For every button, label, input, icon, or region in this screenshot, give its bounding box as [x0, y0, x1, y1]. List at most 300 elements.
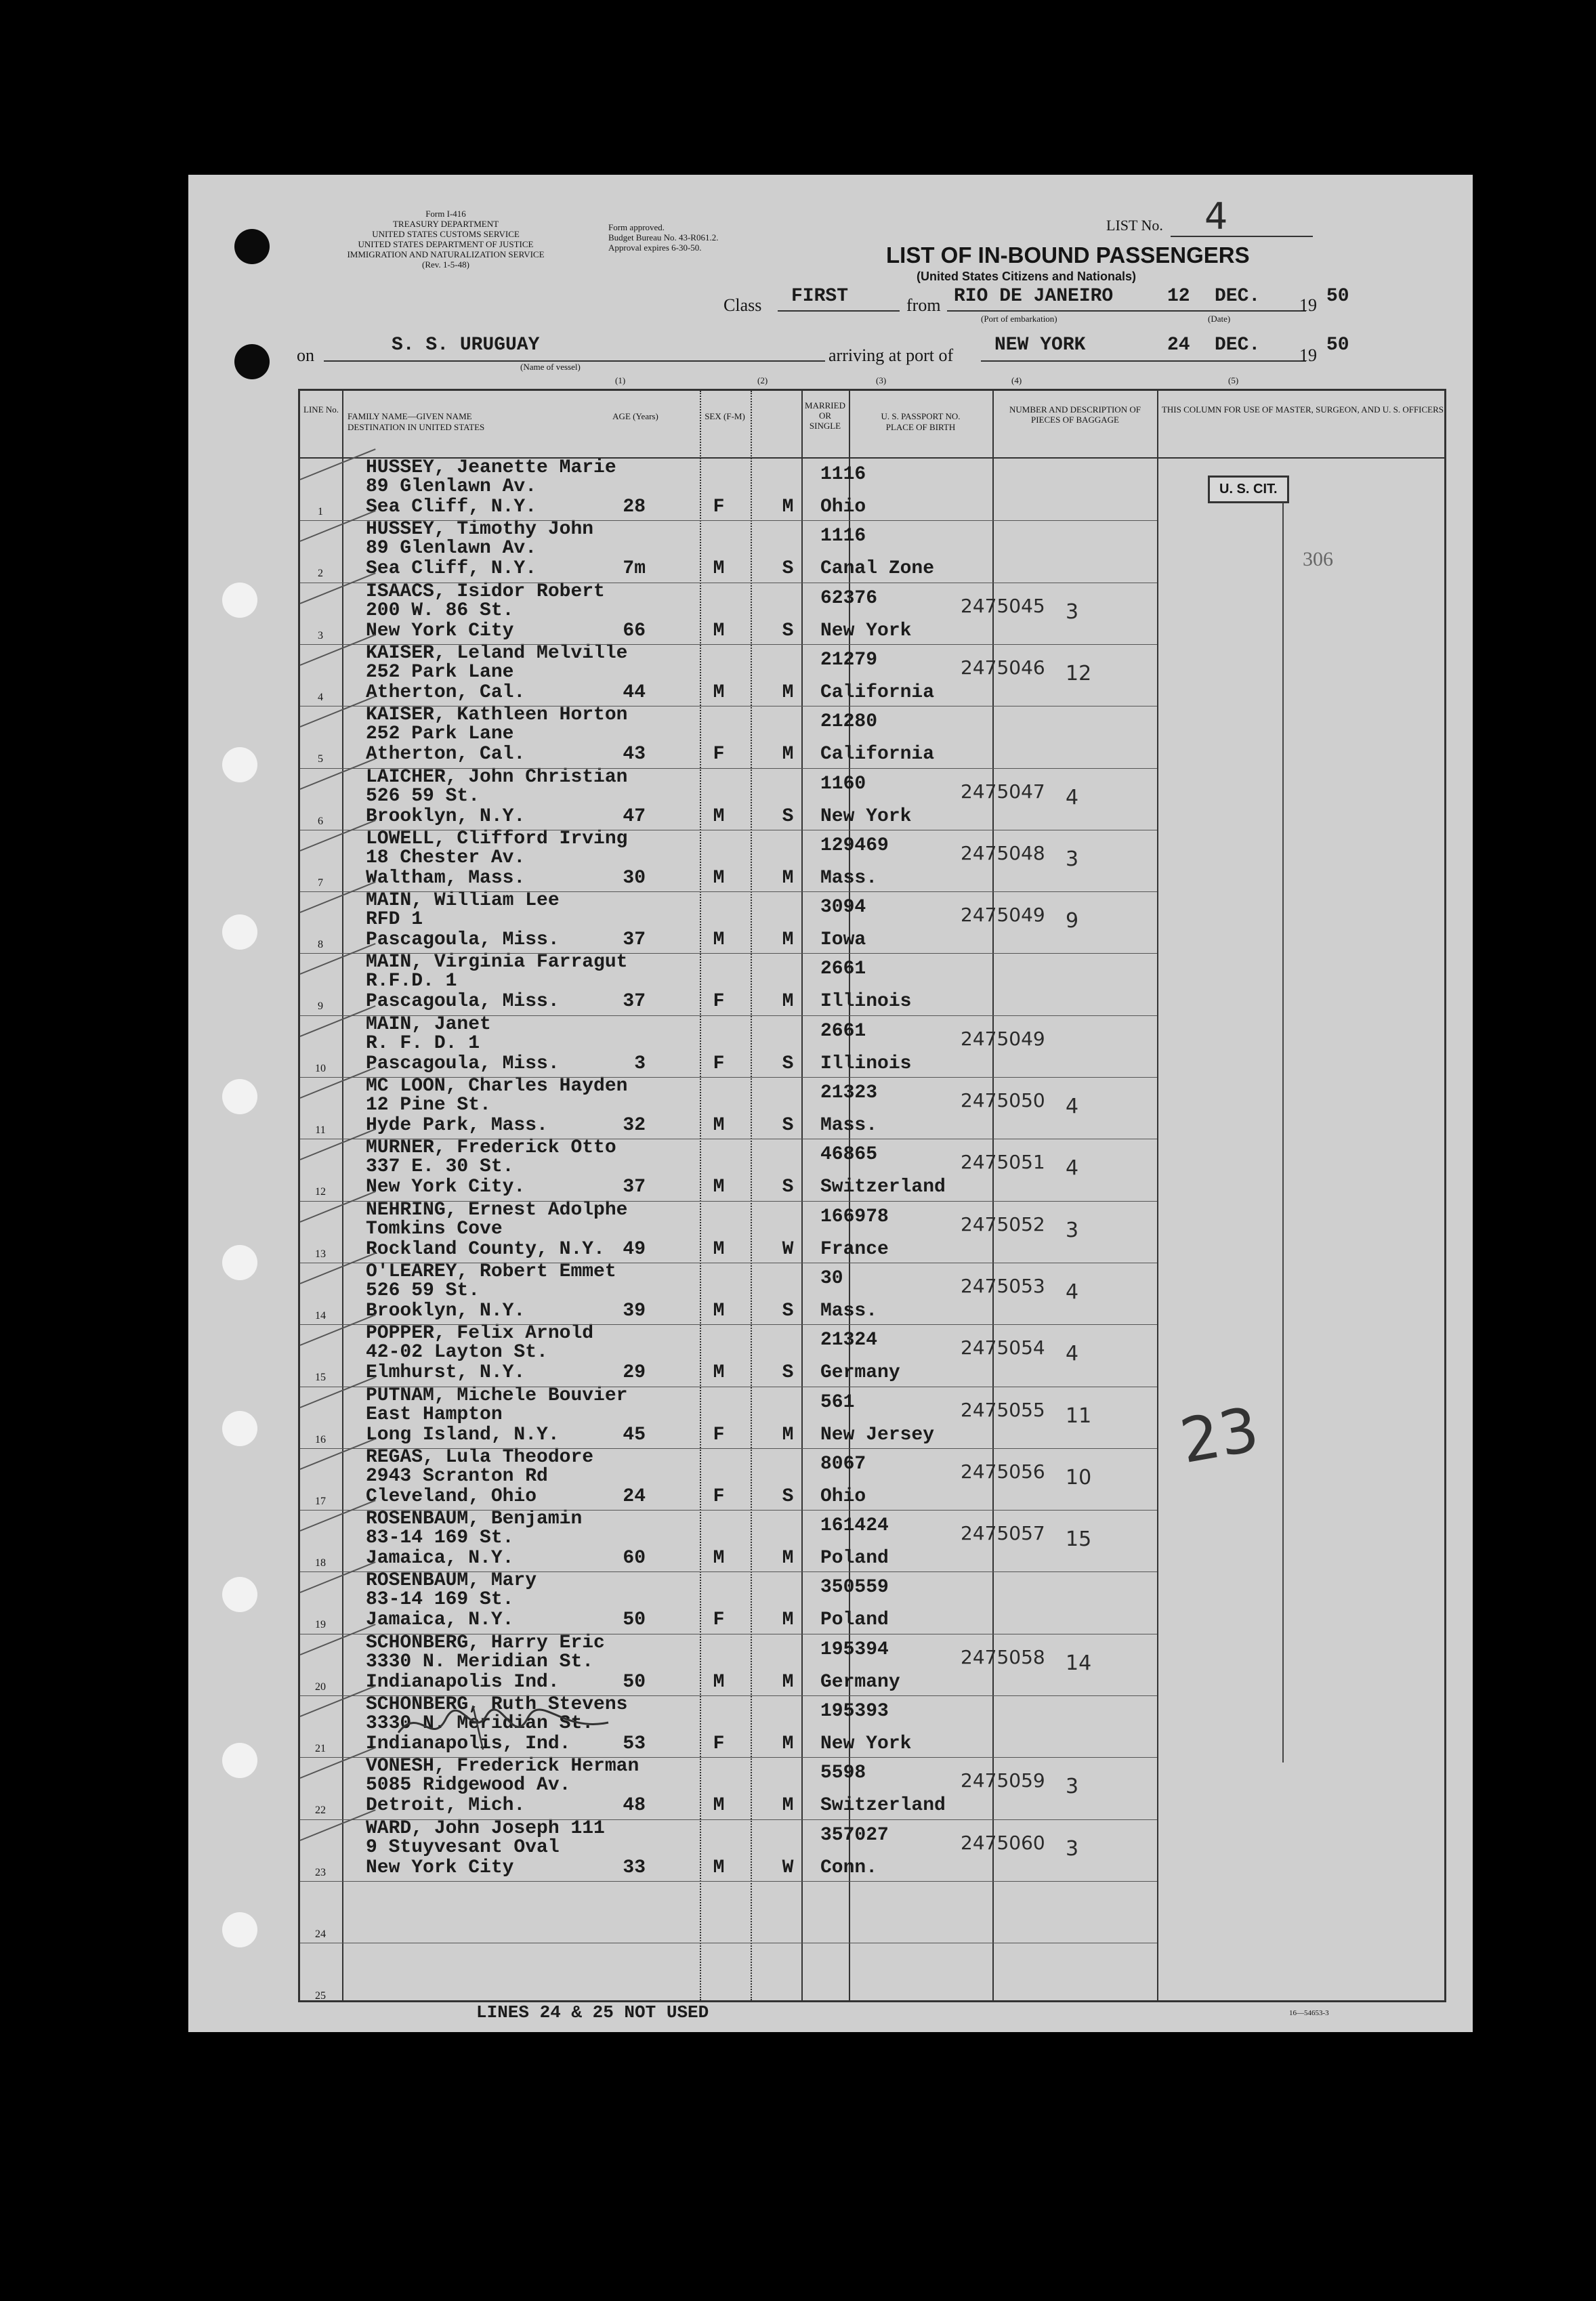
passport-number: 161424 [820, 1515, 889, 1537]
place-of-birth: Switzerland [820, 1177, 946, 1198]
baggage-count: 4 [1066, 1342, 1079, 1366]
row-divider [300, 1448, 1157, 1449]
us-citizen-stamp: U. S. CIT. [1208, 476, 1289, 503]
marital-status: S [782, 558, 794, 580]
passport-number: 1160 [820, 773, 866, 795]
place-of-birth: Ohio [820, 1485, 866, 1507]
address-line-1: 3330 N. Meridian St. [366, 1651, 594, 1672]
address-line-1: 89 Glenlawn Av. [366, 538, 537, 560]
passport-number: 21279 [820, 649, 878, 671]
page-number: 306 [1303, 548, 1333, 570]
marital-status: M [782, 1424, 794, 1445]
baggage-number: 2475048 [961, 841, 1045, 864]
passenger-name: PUTNAM, Michele Bouvier [366, 1385, 628, 1406]
sex: M [713, 1795, 725, 1817]
line-number: 5 [318, 753, 323, 765]
marital-status: S [782, 1115, 794, 1136]
marital-status: S [782, 1362, 794, 1384]
age: 53 [623, 1733, 646, 1754]
line-number: 16 [315, 1433, 326, 1445]
passport-number: 8067 [820, 1453, 866, 1475]
baggage-number: 2475051 [961, 1151, 1045, 1174]
vessel-caption: (Name of vessel) [520, 362, 581, 372]
place-of-birth: Canal Zone [820, 558, 935, 580]
col-num-3: (3) [876, 375, 887, 385]
binder-hole [222, 1245, 257, 1280]
line-number: 24 [315, 1928, 326, 1940]
row-divider [300, 1324, 1157, 1325]
address-line-2: Indianapolis, Ind. [366, 1733, 571, 1754]
passenger-name: ISAACS, Isidor Robert [366, 580, 605, 602]
marital-status: M [782, 929, 794, 951]
age: 29 [623, 1362, 646, 1384]
address-line-1: 2943 Scranton Rd [366, 1465, 548, 1487]
address-line-1: 5085 Ridgewood Av. [366, 1775, 571, 1796]
col-passport: U. S. PASSPORT NO. [881, 411, 961, 421]
binder-hole [234, 229, 270, 264]
marital-status: M [782, 1609, 794, 1631]
arrival-day: 24 [1167, 335, 1190, 356]
place-of-birth: Germany [820, 1362, 900, 1384]
baggage-count: 3 [1066, 847, 1079, 871]
baggage-count: 14 [1066, 1651, 1092, 1675]
passport-number: 1116 [820, 464, 866, 485]
marital-status: W [782, 1857, 794, 1878]
row-divider [300, 1201, 1157, 1202]
passport-number: 166978 [820, 1206, 889, 1227]
baggage-count: 4 [1066, 1280, 1079, 1304]
address-line-1: 83-14 169 St. [366, 1527, 514, 1549]
line-number: 15 [315, 1372, 326, 1384]
passenger-name: NEHRING, Ernest Adolphe [366, 1199, 628, 1221]
baggage-count: 12 [1066, 661, 1092, 685]
sex: M [713, 1671, 725, 1693]
passport-number: 561 [820, 1391, 855, 1413]
address-line-2: Jamaica, N.Y. [366, 1609, 514, 1631]
marital-status: M [782, 1733, 794, 1754]
address-line-2: Jamaica, N.Y. [366, 1548, 514, 1569]
passport-number: 5598 [820, 1762, 866, 1784]
arrival-year: 50 [1326, 335, 1349, 356]
list-no-label: LIST No. [1106, 217, 1163, 234]
line-number: 7 [318, 877, 323, 889]
age: 33 [623, 1857, 646, 1878]
binder-hole [222, 747, 257, 782]
place-of-birth: Poland [820, 1609, 889, 1631]
place-of-birth: Illinois [820, 1053, 912, 1074]
passenger-name: O'LEAREY, Robert Emmet [366, 1261, 616, 1282]
address-line-1: 526 59 St. [366, 785, 480, 807]
passenger-name: LOWELL, Clifford Irving [366, 828, 628, 849]
sex: M [713, 620, 725, 641]
line-number: 12 [315, 1186, 326, 1198]
age: 37 [623, 1177, 646, 1198]
age: 3 [634, 1053, 646, 1074]
line-number: 9 [318, 1000, 323, 1013]
address-line-2: Waltham, Mass. [366, 867, 526, 889]
sex: F [713, 1609, 725, 1631]
agency-block [297, 209, 595, 270]
sex: M [713, 1300, 725, 1322]
sex: M [713, 1362, 725, 1384]
address-line-2: Indianapolis Ind. [366, 1671, 560, 1693]
baggage-count: 3 [1066, 1775, 1079, 1799]
row-divider [300, 953, 1157, 954]
manifest-page [188, 175, 1473, 2032]
place-of-birth: Mass. [820, 1300, 878, 1322]
passenger-name: SCHONBERG, Harry Eric [366, 1632, 605, 1653]
row-divider [300, 644, 1157, 645]
baggage-count: 11 [1066, 1403, 1092, 1428]
signature [392, 1699, 615, 1753]
line-number: 1 [318, 506, 323, 518]
age: 39 [623, 1300, 646, 1322]
passport-number: 195393 [820, 1701, 889, 1722]
col-line-no: LINE No. [303, 404, 339, 415]
place-of-birth: New York [820, 805, 912, 827]
address-line-2: Sea Cliff, N.Y. [366, 558, 537, 580]
age: 37 [623, 991, 646, 1013]
baggage-number: 2475046 [961, 656, 1045, 679]
passenger-name: VONESH, Frederick Herman [366, 1756, 639, 1777]
passenger-name: REGAS, Lula Theodore [366, 1446, 594, 1468]
passenger-row [300, 1881, 1455, 1943]
address-line-2: Cleveland, Ohio [366, 1485, 537, 1507]
col-age: AGE (Years) [612, 411, 658, 421]
address-line-2: Atherton, Cal. [366, 681, 526, 703]
baggage-number: 2475045 [961, 594, 1045, 617]
passenger-name: MAIN, William Lee [366, 890, 560, 912]
age: 48 [623, 1795, 646, 1817]
passport-number: 195394 [820, 1639, 889, 1660]
sex: M [713, 1177, 725, 1198]
row-divider [300, 1510, 1157, 1511]
marital-status: M [782, 1548, 794, 1569]
binder-hole [222, 1912, 257, 1947]
tally-mark: 23 [1175, 1393, 1264, 1478]
age: 30 [623, 867, 646, 889]
sex: M [713, 1238, 725, 1260]
passport-number: 62376 [820, 587, 878, 609]
vessel-name: S. S. URUGUAY [392, 335, 540, 356]
sex: F [713, 1053, 725, 1074]
address-line-2: Elmhurst, N.Y. [366, 1362, 526, 1384]
approval-expires: Approval expires 6-30-50. [608, 242, 702, 253]
place-of-birth: Mass. [820, 1115, 878, 1136]
age: 24 [623, 1485, 646, 1507]
sex: F [713, 497, 725, 518]
binder-hole [222, 1577, 257, 1612]
place-of-birth: New York [820, 620, 912, 641]
place-of-birth: Mass. [820, 867, 878, 889]
baggage-number: 2475058 [961, 1645, 1045, 1668]
sex: M [713, 1548, 725, 1569]
marital-status: S [782, 1300, 794, 1322]
address-line-2: Pascagoula, Miss. [366, 929, 560, 951]
line-number: 11 [315, 1124, 326, 1136]
baggage-number: 2475059 [961, 1769, 1045, 1792]
address-line-2: Brooklyn, N.Y. [366, 1300, 526, 1322]
passport-number: 2661 [820, 1020, 866, 1042]
passport-number: 46865 [820, 1144, 878, 1166]
baggage-count: 9 [1066, 909, 1079, 933]
binder-hole [222, 914, 257, 950]
col-num-5: (5) [1228, 375, 1239, 385]
line-number: 25 [315, 1990, 326, 2002]
passenger-name: HUSSEY, Jeanette Marie [366, 457, 616, 478]
passenger-name: ROSENBAUM, Benjamin [366, 1508, 583, 1530]
place-of-birth: Iowa [820, 929, 866, 951]
budget-bureau: Budget Bureau No. 43-R061.2. [608, 232, 719, 242]
marital-status: M [782, 867, 794, 889]
marital-status: W [782, 1238, 794, 1260]
line-number: 23 [315, 1866, 326, 1878]
sex: M [713, 558, 725, 580]
form-subtitle: (United States Citizens and Nationals) [917, 270, 1137, 283]
col-baggage: NUMBER AND DESCRIPTION OF PIECES OF BAGGAGE [1009, 404, 1141, 425]
passport-number: 21280 [820, 711, 878, 733]
baggage-number: 2475049 [961, 904, 1045, 927]
age: 50 [623, 1609, 646, 1631]
row-divider [300, 1757, 1157, 1758]
address-line-1: East Hampton [366, 1403, 503, 1425]
form-approved: Form approved. [608, 222, 665, 232]
passenger-row [300, 1757, 1455, 1819]
port-embarkation-caption: (Port of embarkation) [981, 314, 1057, 324]
address-line-2: Brooklyn, N.Y. [366, 805, 526, 827]
passenger-name: SCHONBERG, Ruth Stevens [366, 1694, 628, 1715]
on-label: on [297, 345, 314, 365]
address-line-2: Pascagoula, Miss. [366, 991, 560, 1013]
form-id: Form I-416 [425, 209, 466, 219]
address-line-1: 12 Pine St. [366, 1095, 491, 1116]
arriving-label: arriving at port of [828, 345, 954, 365]
address-line-2: Atherton, Cal. [366, 744, 526, 765]
sex: F [713, 1424, 725, 1445]
address-line-1: 252 Park Lane [366, 723, 514, 745]
binder-hole [222, 1743, 257, 1778]
row-divider [300, 520, 1157, 521]
age: 7m [623, 558, 646, 580]
from-month: DEC. [1215, 286, 1261, 307]
address-line-1: RFD 1 [366, 909, 423, 931]
sex: M [713, 1115, 725, 1136]
age: 28 [623, 497, 646, 518]
stamp-line [1282, 503, 1284, 1762]
baggage-number: 2475057 [961, 1522, 1045, 1545]
baggage-number: 2475049 [961, 1027, 1045, 1050]
address-line-1: 337 E. 30 St. [366, 1156, 514, 1178]
address-line-1: 9 Stuyvesant Oval [366, 1836, 560, 1858]
marital-status: M [782, 1671, 794, 1693]
address-line-1: 3330 N. Meridian St. [366, 1713, 594, 1734]
from-year: 50 [1326, 286, 1349, 307]
passport-number: 21324 [820, 1330, 878, 1351]
marital-status: S [782, 1177, 794, 1198]
row-divider [300, 1077, 1157, 1078]
row-divider [300, 891, 1157, 892]
passenger-row [300, 1943, 1455, 2005]
sex: M [713, 681, 725, 703]
list-no-value: 4 [1204, 195, 1228, 238]
sex: F [713, 991, 725, 1013]
treasury-dept: TREASURY DEPARTMENT [392, 219, 499, 229]
address-line-1: 42-02 Layton St. [366, 1342, 548, 1364]
marital-status: S [782, 805, 794, 827]
baggage-count: 4 [1066, 785, 1079, 809]
check-mark [300, 448, 376, 480]
line-number: 3 [318, 629, 323, 641]
passenger-table [298, 389, 1446, 2002]
age: 45 [623, 1424, 646, 1445]
row-divider [300, 768, 1157, 769]
address-line-2: Long Island, N.Y. [366, 1424, 560, 1445]
col-num-1: (1) [615, 375, 626, 385]
marital-status: S [782, 1485, 794, 1507]
sex: M [713, 929, 725, 951]
age: 37 [623, 929, 646, 951]
passenger-name: MC LOON, Charles Hayden [366, 1076, 628, 1097]
address-line-2: Pascagoula, Miss. [366, 1053, 560, 1074]
marital-status: M [782, 497, 794, 518]
class-value: FIRST [791, 286, 849, 307]
binder-hole [222, 1079, 257, 1114]
passport-number: 3094 [820, 897, 866, 919]
line-number: 22 [315, 1804, 326, 1817]
col-destination: DESTINATION IN UNITED STATES [348, 422, 485, 432]
address-line-1: 83-14 169 St. [366, 1589, 514, 1611]
from-label: from [906, 295, 941, 315]
from-day: 12 [1167, 286, 1190, 307]
age: 60 [623, 1548, 646, 1569]
binder-hole [234, 344, 270, 379]
place-of-birth: New York [820, 1733, 912, 1754]
line-number: 8 [318, 939, 323, 951]
place-of-birth: Switzerland [820, 1795, 946, 1817]
address-line-2: Sea Cliff, N.Y. [366, 497, 537, 518]
sex: M [713, 1857, 725, 1878]
address-line-2: Detroit, Mich. [366, 1795, 526, 1817]
age: 32 [623, 1115, 646, 1136]
age: 50 [623, 1671, 646, 1693]
print-code: 16—54653-3 [1289, 2009, 1329, 2017]
place-of-birth: California [820, 681, 935, 703]
age: 43 [623, 744, 646, 765]
row-divider [300, 1881, 1157, 1882]
age: 47 [623, 805, 646, 827]
age: 44 [623, 681, 646, 703]
sex: F [713, 1733, 725, 1754]
line-number: 10 [315, 1062, 326, 1074]
passenger-name: POPPER, Felix Arnold [366, 1323, 594, 1345]
passport-number: 357027 [820, 1824, 889, 1846]
footer-note: LINES 24 & 25 NOT USED [476, 2002, 709, 2023]
marital-status: M [782, 744, 794, 765]
address-line-2: New York City. [366, 1177, 526, 1198]
arrival-month: DEC. [1215, 335, 1261, 356]
row-divider [300, 1819, 1157, 1820]
passenger-name: KAISER, Leland Melville [366, 642, 628, 664]
passenger-name: MURNER, Frederick Otto [366, 1137, 616, 1159]
sex: F [713, 1485, 725, 1507]
marital-status: M [782, 681, 794, 703]
line-number: 21 [315, 1743, 326, 1754]
approval-block [608, 222, 718, 253]
passport-number: 350559 [820, 1577, 889, 1599]
baggage-count: 4 [1066, 1156, 1079, 1181]
age: 49 [623, 1238, 646, 1260]
col-num-4: (4) [1011, 375, 1022, 385]
col-sex: SEX (F-M) [705, 411, 745, 421]
line-number: 18 [315, 1557, 326, 1569]
baggage-count: 3 [1066, 1218, 1079, 1242]
baggage-count: 4 [1066, 1095, 1079, 1118]
age: 66 [623, 620, 646, 641]
place-of-birth: Conn. [820, 1857, 878, 1878]
baggage-count: 15 [1066, 1527, 1092, 1552]
place-of-birth: Poland [820, 1548, 889, 1569]
place-of-birth: California [820, 744, 935, 765]
baggage-number: 2475055 [961, 1398, 1045, 1421]
row-divider [300, 1015, 1157, 1016]
place-of-birth: New Jersey [820, 1424, 935, 1445]
col-officers: THIS COLUMN FOR USE OF MASTER, SURGEON, AND U. S. OFFICERS [1161, 404, 1444, 415]
place-of-birth: Illinois [820, 991, 912, 1013]
row-divider [300, 1695, 1157, 1696]
binder-hole [222, 583, 257, 618]
passenger-name: MAIN, Janet [366, 1013, 491, 1035]
baggage-number: 2475054 [961, 1336, 1045, 1359]
passport-number: 1116 [820, 526, 866, 547]
address-line-1: R.F.D. 1 [366, 971, 457, 992]
baggage-number: 2475053 [961, 1274, 1045, 1297]
address-line-1: R. F. D. 1 [366, 1032, 480, 1054]
line-number: 2 [318, 568, 323, 580]
line-number: 4 [318, 691, 323, 703]
line-number: 13 [315, 1248, 326, 1260]
from-year-prefix: 19 [1299, 295, 1317, 315]
arrival-port: NEW YORK [994, 335, 1086, 356]
line-number: 14 [315, 1309, 326, 1322]
passenger-name: HUSSEY, Timothy John [366, 519, 594, 541]
baggage-number: 2475047 [961, 780, 1045, 803]
place-of-birth: France [820, 1238, 889, 1260]
class-label: Class [723, 295, 762, 315]
passenger-name: LAICHER, John Christian [366, 766, 628, 788]
col-married: MARRIED OR SINGLE [805, 400, 845, 431]
ins: IMMIGRATION AND NATURALIZATION SERVICE [347, 249, 545, 259]
passenger-name: WARD, John Joseph 111 [366, 1817, 605, 1839]
passport-number: 30 [820, 1267, 843, 1289]
passport-number: 2661 [820, 958, 866, 980]
col-family-name: FAMILY NAME—GIVEN NAME [348, 411, 472, 421]
place-of-birth: Ohio [820, 497, 866, 518]
marital-status: S [782, 620, 794, 641]
address-line-1: 200 W. 86 St. [366, 599, 514, 621]
arrival-year-prefix: 19 [1299, 345, 1317, 365]
passenger-name: MAIN, Virginia Farragut [366, 952, 628, 973]
from-port: RIO DE JANEIRO [954, 286, 1114, 307]
form-title: LIST OF IN-BOUND PASSENGERS [886, 242, 1250, 268]
address-line-2: Hyde Park, Mass. [366, 1115, 548, 1136]
line-number: 19 [315, 1619, 326, 1631]
address-line-1: 526 59 St. [366, 1280, 480, 1301]
passport-number: 21323 [820, 1082, 878, 1103]
address-line-1: Tomkins Cove [366, 1218, 503, 1240]
address-line-2: New York City [366, 620, 514, 641]
baggage-count: 10 [1066, 1465, 1092, 1490]
baggage-count: 3 [1066, 1836, 1079, 1861]
